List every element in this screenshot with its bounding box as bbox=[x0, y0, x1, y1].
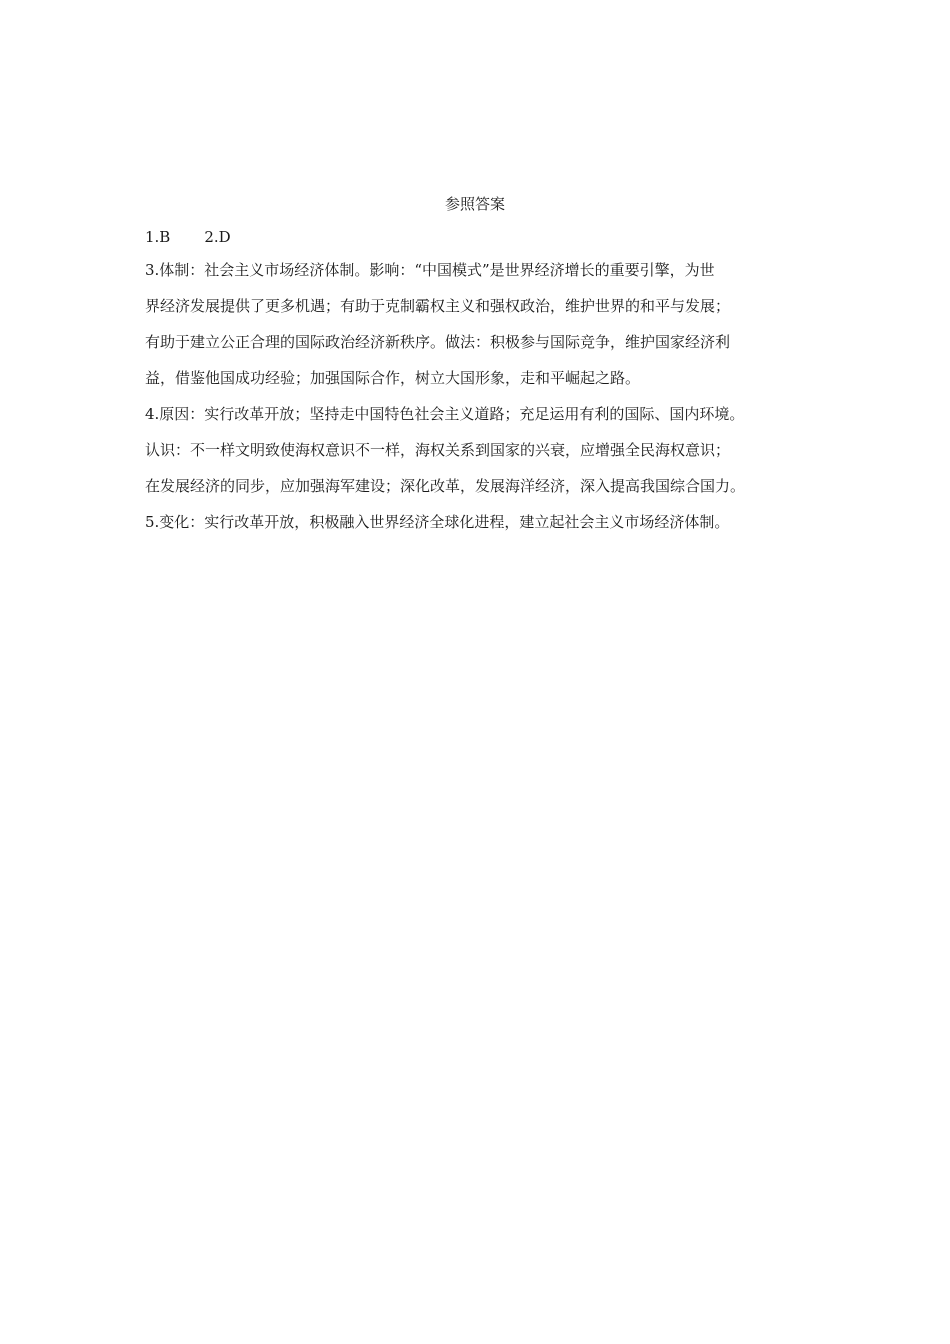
answer-line: 益，借鉴他国成功经验；加强国际合作，树立大国形象，走和平崛起之路。 bbox=[145, 369, 641, 387]
answer-line: 在发展经济的同步，应加强海军建设；深化改革，发展海洋经济，深入提高我国综合国力。 bbox=[145, 477, 746, 495]
answer-q2: 2.D bbox=[204, 228, 231, 246]
choice-answers bbox=[145, 226, 825, 248]
answer-line: 认识：不一样文明致使海权意识不一样，海权关系到国家的兴衰，应增强全民海权意识； bbox=[145, 441, 731, 459]
answer-line: 有助于建立公正合理的国际政治经济新秩序。做法：积极参与国际竞争，维护国家经济利 bbox=[145, 333, 731, 351]
answer-line: 4.原因：实行改革开放；坚持走中国特色社会主义道路；充足运用有利的国际、国内环境。 bbox=[145, 405, 745, 423]
answer-line: 界经济发展提供了更多机遇；有助于克制霸权主义和强权政治，维护世界的和平与发展； bbox=[145, 297, 731, 315]
answer-line: 5.变化：实行改革开放，积极融入世界经济全球化进程，建立起社会主义市场经济体制。 bbox=[145, 513, 730, 531]
answer-q1: 1.B bbox=[145, 228, 171, 246]
answer-title: 参照答案 bbox=[444, 195, 505, 213]
answer-line: 3.体制：社会主义市场经济体制。影响：“中国模式”是世界经济增长的重要引擎，为世 bbox=[145, 261, 715, 279]
